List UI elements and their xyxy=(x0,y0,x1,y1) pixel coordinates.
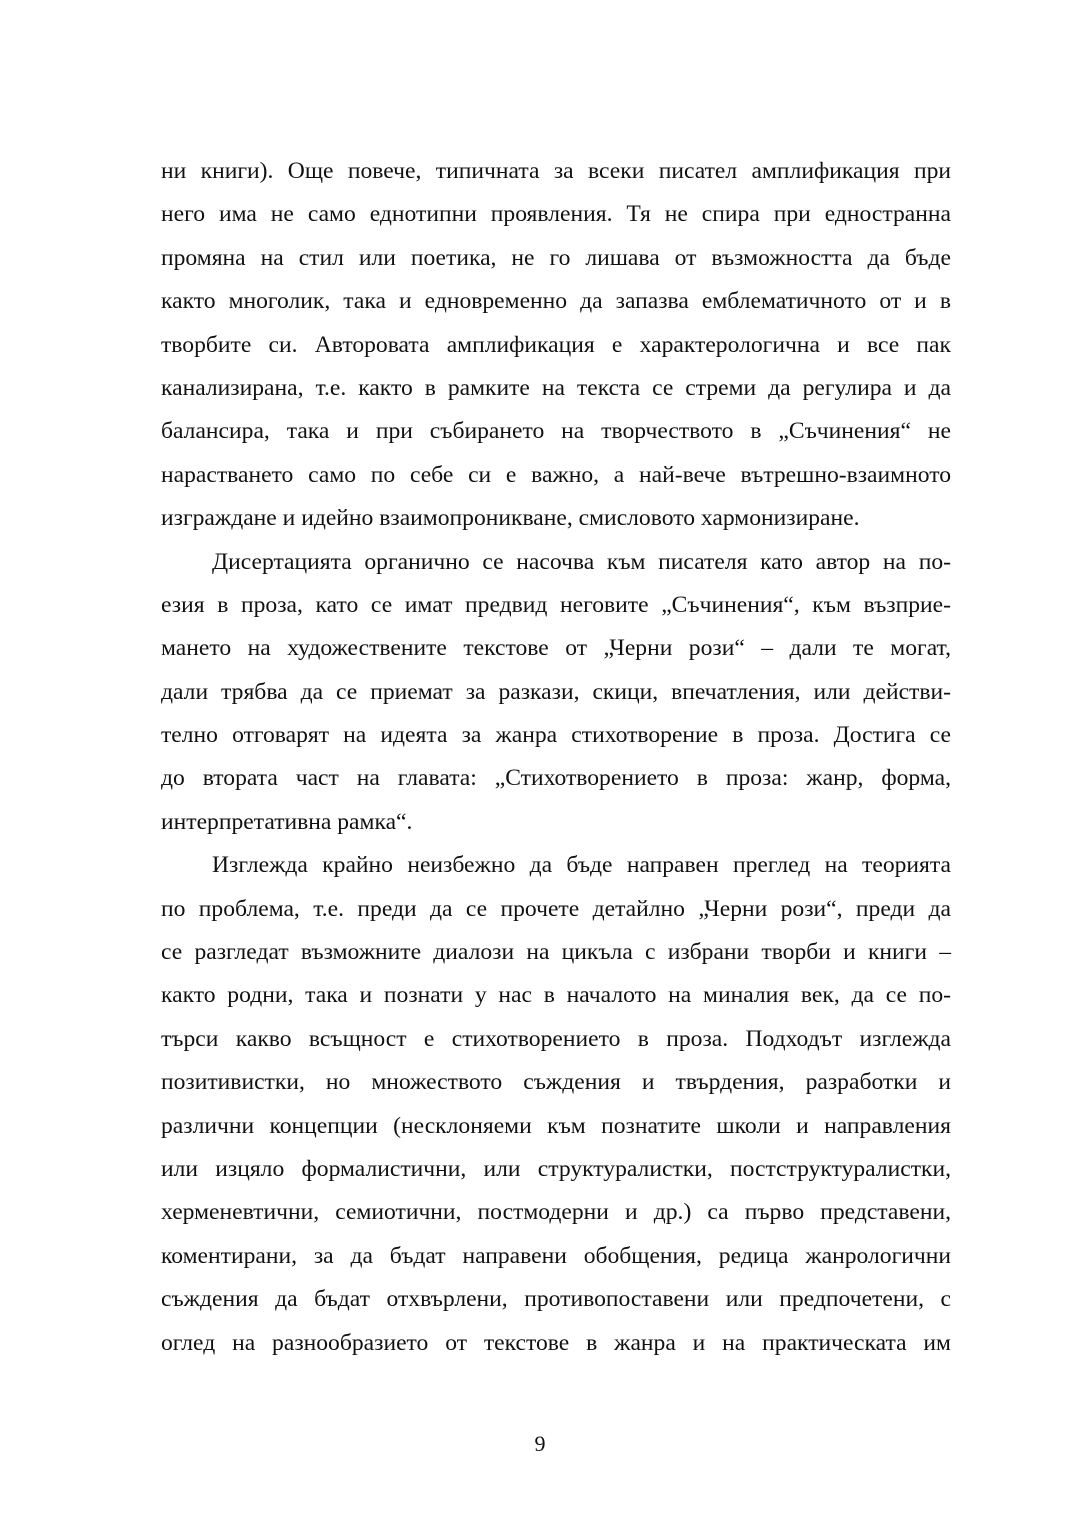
text-line: телно отговарят на идеята за жанра стихотворение в проза. Достига се xyxy=(161,722,951,749)
text-line: канализирана, т.е. както в рамките на текста се стреми да регулира и да xyxy=(161,374,951,401)
text-line: херменевтични, семиотични, постмодерни и др.) са първо представени, xyxy=(161,1199,951,1226)
text-line: мането на художествените текстове от „Черни рози“ – дали те могат, xyxy=(161,635,951,662)
page-number: 9 xyxy=(534,1431,546,1456)
text-line: езия в проза, като се имат предвид неговите „Съчинения“, към възприе- xyxy=(161,591,951,618)
text-line: търси какво всъщност е стихотворението в проза. Подходът изглежда xyxy=(161,1025,951,1052)
text-line: нарастването само по себе си е важно, а най-вече вътрешно-взаимното xyxy=(161,461,951,488)
text-line: промяна на стил или поетика, не го лишава от възможността да бъде xyxy=(161,244,951,271)
text-line: до втората част на главата: „Стихотворението в проза: жанр, форма, xyxy=(161,765,951,792)
text-line: различни концепции (несклоняеми към познатите школи и направления xyxy=(161,1112,951,1139)
text-line: както родни, така и познати у нас в началото на миналия век, да се по- xyxy=(161,982,951,1009)
text-line: коментирани, за да бъдат направени обобщения, редица жанрологични xyxy=(161,1242,951,1269)
text-line: Изглежда крайно неизбежно да бъде направен преглед на теорията xyxy=(212,852,951,879)
text-line: изграждане и идейно взаимопроникване, смисловото хармонизиране. xyxy=(161,505,860,532)
text-line: Дисертацията органично се насочва към писателя като автор на по- xyxy=(212,548,951,575)
body-text xyxy=(161,150,951,1365)
text-line: по проблема, т.е. преди да се прочете детайлно „Черни рози“, преди да xyxy=(161,895,951,922)
text-line: оглед на разнообразието от текстове в жанра и на практическата им xyxy=(161,1329,951,1356)
text-line: него има не само еднотипни проявления. Тя не спира при едностранна xyxy=(161,201,951,228)
text-line: интерпретативна рамка“. xyxy=(161,808,413,835)
text-line: или изцяло формалистични, или структуралистки, постструктуралистки, xyxy=(161,1155,951,1182)
text-line: балансира, така и при събирането на творчеството в „Съчинения“ не xyxy=(161,418,951,445)
text-line: позитивистки, но множеството съждения и твърдения, разработки и xyxy=(161,1069,951,1096)
text-line: ни книги). Още повече, типичната за всеки писател амплификация при xyxy=(161,158,951,184)
text-line: се разгледат възможните диалози на цикъла с избрани творби и книги – xyxy=(161,939,951,966)
text-line: съждения да бъдат отхвърлени, противопоставени или предпочетени, с xyxy=(161,1286,951,1313)
text-line: дали трябва да се приемат за разкази, скици, впечатления, или действи- xyxy=(161,678,951,705)
text-line: творбите си. Авторовата амплификация е характерологична и все пак xyxy=(161,331,951,358)
text-line: както многолик, така и едновременно да запазва емблематичното от и в xyxy=(161,288,951,315)
